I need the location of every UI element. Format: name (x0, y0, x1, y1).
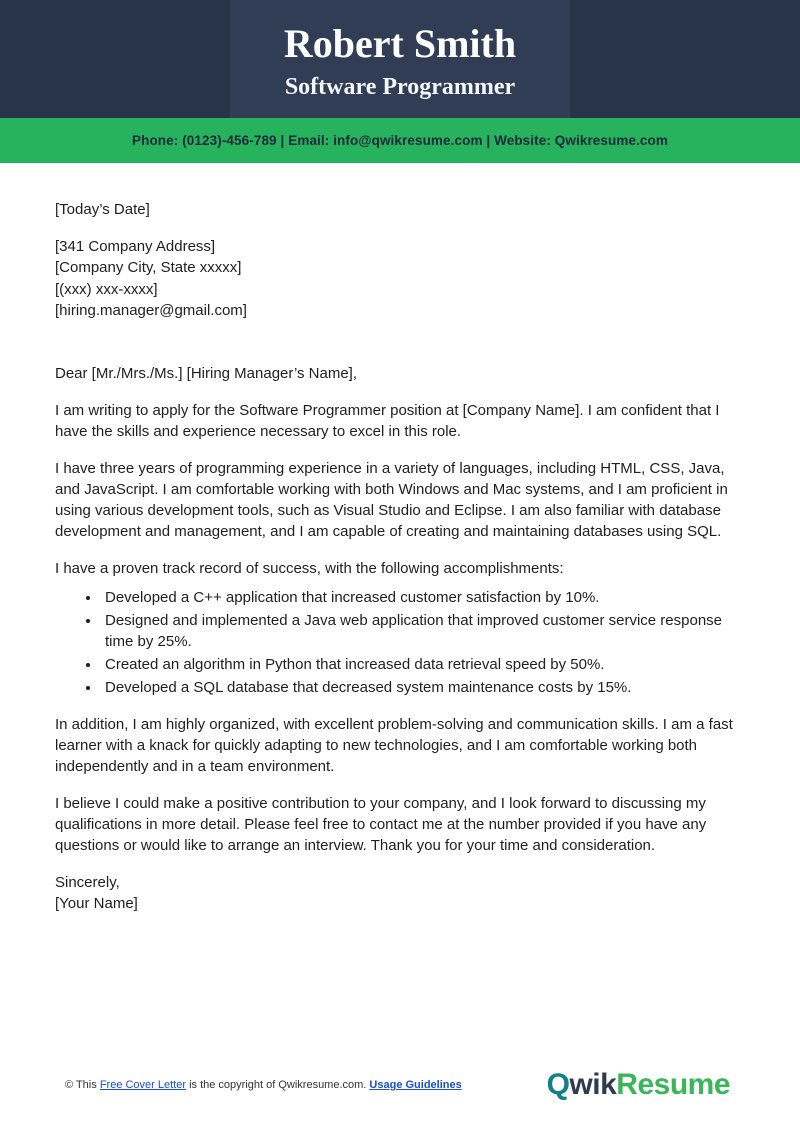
free-cover-letter-link[interactable]: Free Cover Letter (99, 1079, 187, 1091)
address-line: [hiring.manager@gmail.com] (55, 301, 247, 319)
qwikresume-logo[interactable] (547, 1068, 730, 1102)
accomplishment-item: • Designed and implemented a Java web application that improved customer service response time by 25%. (101, 610, 745, 652)
copyright-middle: is the copyright of Qwikresume.com. (186, 1079, 370, 1091)
accomplishment-item: • Developed a C++ application that increased customer satisfaction by 10%. (101, 587, 745, 608)
address-line: [(xxx) xxx-xxxx] (55, 280, 158, 298)
usage-guidelines-link[interactable]: Usage Guidelines (369, 1079, 462, 1091)
signoff: Sincerely, (55, 874, 120, 892)
logo-resume-text: Resume (616, 1068, 730, 1101)
paragraph-closing: I believe I could make a positive contribution to your company, and I look forward to discussing my qualifications in more detail. Please feel free to contact me at the number provided if you have any questions or would like to arrange an interview. Thank you for your time and consideration. (55, 795, 707, 855)
salutation: Dear [Mr./Mrs./Ms.] [Hiring Manager’s Name], (55, 365, 358, 383)
paragraph-intro: I am writing to apply for the Software Programmer position at [Company Name]. I am confident that I have the skills and experience necessary to excel in this role. (55, 402, 720, 441)
address-line: [Company City, State xxxxx] (55, 259, 242, 277)
address-line: [341 Company Address] (55, 238, 216, 255)
person-name: Robert Smith (283, 20, 517, 66)
date-line: [Today’s Date] (55, 201, 150, 218)
contact-bar (0, 118, 800, 163)
logo-q-mark: Q (546, 1068, 570, 1101)
paragraph-experience: I have three years of programming experience in a variety of languages, including HTML, CSS, Java, and JavaScript. I am comfortable working with both Windows and Mac systems, and I am proficient in using various development tools, such as Visual Studio and Eclipse. I am also familiar with database development and management, and I am capable of creating and maintaining databases using SQL. (55, 460, 728, 541)
paragraph-accomplishments-intro: I have a proven track record of success, with the following accomplishments: (55, 560, 564, 578)
copyright-notice (65, 1079, 462, 1091)
header (0, 0, 800, 118)
paragraph-skills: In addition, I am highly organized, with excellent problem-solving and communication skills. I am a fast learner with a knack for quickly adapting to new technologies, and I am comfortable working both independently and in a team environment. (55, 716, 733, 776)
address-block (55, 236, 745, 321)
copyright-prefix: © This (65, 1079, 100, 1091)
contact-info: Phone: (0123)-456-789 | Email: info@qwikresume.com | Website: Qwikresume.com (132, 133, 668, 148)
signoff-block (55, 872, 745, 914)
logo-qwik-text: wik (569, 1068, 617, 1101)
accomplishments-list (83, 587, 745, 698)
accomplishment-item: • Developed a SQL database that decreased system maintenance costs by 15%. (101, 677, 745, 698)
signature: [Your Name] (55, 895, 138, 913)
accomplishment-item: • Created an algorithm in Python that increased data retrieval speed by 50%. (101, 654, 745, 675)
person-title: Software Programmer (284, 73, 516, 100)
header-name-panel (230, 0, 570, 118)
footer (0, 1068, 800, 1102)
letter-body (0, 163, 800, 914)
